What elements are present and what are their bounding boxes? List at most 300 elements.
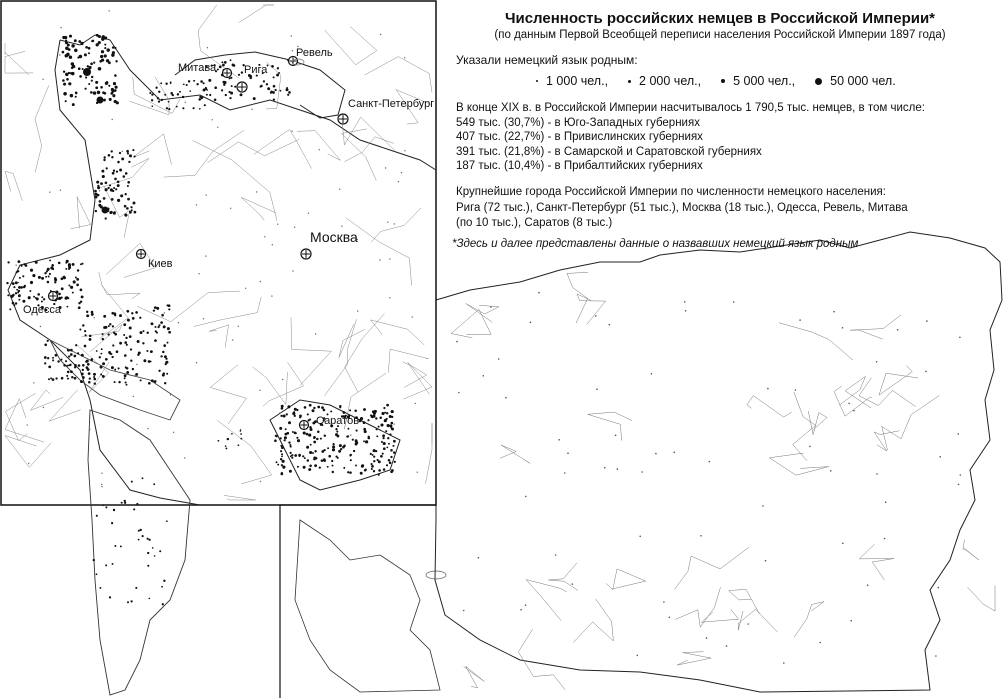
population-dot xyxy=(113,332,115,334)
population-dot xyxy=(111,88,114,91)
population-dot xyxy=(375,417,377,419)
map-dot xyxy=(43,407,44,408)
population-dot xyxy=(320,438,322,440)
province-border xyxy=(500,445,530,464)
population-dot xyxy=(389,415,392,418)
map-dot xyxy=(958,433,960,435)
population-dot xyxy=(167,342,169,344)
population-dot xyxy=(114,381,116,383)
map-dot xyxy=(417,472,418,473)
population-dot xyxy=(74,49,77,52)
population-dot xyxy=(308,468,311,471)
population-dot xyxy=(130,206,132,208)
population-dot xyxy=(383,447,386,450)
province-border xyxy=(263,362,304,406)
population-dot xyxy=(82,376,85,379)
population-dot xyxy=(391,410,394,413)
population-dot xyxy=(62,79,65,82)
population-dot xyxy=(131,481,133,483)
population-dot xyxy=(88,83,90,85)
province-border xyxy=(701,609,738,622)
province-border xyxy=(850,315,901,339)
map-dot xyxy=(490,306,492,308)
population-dot xyxy=(139,317,141,319)
population-dot xyxy=(142,477,144,479)
map-dot xyxy=(60,27,61,28)
province-border xyxy=(341,129,376,181)
population-dot xyxy=(124,324,126,326)
population-dot xyxy=(280,445,282,447)
population-dot xyxy=(273,98,275,100)
map-dot xyxy=(617,468,619,470)
population-dot xyxy=(346,436,348,438)
population-dot xyxy=(113,170,115,172)
province-border xyxy=(253,367,288,405)
population-dot xyxy=(130,600,132,602)
map-dot xyxy=(747,623,749,625)
population-dot xyxy=(176,106,178,108)
map-dot xyxy=(101,486,102,487)
legend-label: 5 000 чел., xyxy=(733,74,796,88)
map-dot xyxy=(609,324,611,326)
population-dot xyxy=(124,377,126,379)
map-dot xyxy=(939,456,941,458)
map-dot xyxy=(33,382,34,383)
map-dot xyxy=(558,439,560,441)
population-dot xyxy=(186,84,188,86)
population-dot xyxy=(333,443,335,445)
legend-label: 1 000 чел., xyxy=(546,74,609,88)
province-border xyxy=(5,43,29,75)
population-dot xyxy=(109,596,111,598)
population-dot xyxy=(378,469,381,472)
population-dot xyxy=(95,193,98,196)
population-dot xyxy=(206,94,208,96)
map-dot xyxy=(415,403,416,404)
map-dot xyxy=(853,410,855,412)
population-dot xyxy=(57,360,59,362)
population-dot xyxy=(78,67,81,70)
population-dot xyxy=(100,366,103,369)
map-dot xyxy=(938,587,940,589)
population-dot xyxy=(119,342,122,345)
map-dot xyxy=(184,457,185,458)
population-dot xyxy=(102,375,105,378)
population-dot xyxy=(365,469,367,471)
population-dot xyxy=(132,317,135,320)
population-dot xyxy=(279,90,281,92)
population-dot xyxy=(84,330,86,332)
population-dot xyxy=(172,94,174,96)
population-dot xyxy=(124,341,127,344)
population-dot xyxy=(149,92,151,94)
population-dot xyxy=(127,319,130,322)
population-dot xyxy=(154,339,157,342)
population-dot xyxy=(101,58,104,61)
population-dot xyxy=(385,430,387,432)
population-dot xyxy=(384,419,387,422)
population-dot xyxy=(105,358,108,361)
map-dot xyxy=(279,412,280,413)
map-dot xyxy=(291,35,292,36)
population-dot xyxy=(103,315,106,318)
province-border xyxy=(81,325,122,352)
population-dot xyxy=(142,535,144,537)
map-dot xyxy=(16,265,17,266)
population-dot xyxy=(304,406,307,409)
population-dot xyxy=(12,294,15,297)
map-dot xyxy=(230,208,231,209)
population-dot xyxy=(217,69,219,71)
population-dot xyxy=(88,381,91,384)
population-dot xyxy=(281,456,283,458)
province-border xyxy=(71,197,91,229)
map-dot xyxy=(842,543,844,545)
province-border xyxy=(588,412,633,441)
population-dot xyxy=(231,85,233,87)
population-dot xyxy=(276,74,279,77)
population-dot xyxy=(80,263,82,265)
population-dot xyxy=(365,440,368,443)
population-dot xyxy=(292,412,295,415)
population-dot xyxy=(93,376,95,378)
province-border xyxy=(209,325,229,348)
population-dot xyxy=(109,184,111,186)
population-dot xyxy=(390,449,393,452)
population-dot xyxy=(78,40,81,43)
population-dot xyxy=(13,304,15,306)
population-dot xyxy=(219,66,222,69)
population-dot xyxy=(100,182,103,185)
population-dot xyxy=(160,82,162,84)
population-dot xyxy=(96,181,99,184)
population-dot xyxy=(324,434,326,436)
province-border xyxy=(834,386,872,416)
population-dot xyxy=(67,349,69,351)
population-dot xyxy=(50,266,53,269)
province-border xyxy=(839,376,871,408)
province-border xyxy=(76,344,109,393)
population-dot xyxy=(80,380,83,383)
population-dot xyxy=(208,79,211,82)
population-dot xyxy=(89,338,92,341)
population-dot xyxy=(203,82,205,84)
population-dot xyxy=(48,366,51,369)
province-border xyxy=(137,291,240,322)
population-dot xyxy=(393,451,395,453)
province-border xyxy=(207,139,299,163)
map-dot xyxy=(357,310,358,311)
map-dot xyxy=(819,642,821,644)
map-dot xyxy=(379,259,380,260)
population-dot xyxy=(343,467,345,469)
population-dot xyxy=(296,437,298,439)
population-dot xyxy=(71,62,74,65)
population-dot xyxy=(193,107,195,109)
population-dot xyxy=(78,364,81,367)
map-dot xyxy=(876,361,878,363)
population-dot xyxy=(338,450,341,453)
population-dot xyxy=(271,65,274,68)
population-dot xyxy=(152,547,154,549)
stats-line: 407 тыс. (22,7%) - в Привислинских губерниях xyxy=(456,131,703,144)
population-dot xyxy=(134,155,136,157)
map-dot xyxy=(350,435,351,436)
population-dot xyxy=(205,88,208,91)
map-dot xyxy=(639,536,641,538)
map-dot xyxy=(783,662,785,664)
population-dot xyxy=(44,356,47,359)
population-dot xyxy=(135,311,138,314)
population-dot xyxy=(114,178,117,181)
population-dot xyxy=(313,458,315,460)
population-dot xyxy=(134,211,137,214)
population-dot xyxy=(107,333,109,335)
legend-dot-large-icon xyxy=(721,79,725,83)
population-dot xyxy=(199,108,201,110)
population-dot xyxy=(29,290,31,292)
population-dot xyxy=(313,407,315,409)
population-dot xyxy=(317,406,320,409)
map-dot xyxy=(292,50,293,51)
population-dot xyxy=(121,157,124,160)
population-dot xyxy=(125,366,127,368)
population-dot xyxy=(69,55,72,58)
cities-line: (по 10 тыс.), Саратов (8 тыс.) xyxy=(456,217,613,229)
population-dot xyxy=(225,445,227,447)
population-dot xyxy=(133,508,135,510)
map-dot xyxy=(958,484,960,486)
population-dot xyxy=(230,77,232,79)
map-dot xyxy=(850,620,852,622)
map-dot xyxy=(762,505,764,507)
population-dot xyxy=(17,270,19,272)
population-dot xyxy=(114,369,116,371)
population-dot xyxy=(355,441,358,444)
population-dot xyxy=(55,377,57,379)
russia-outline xyxy=(435,232,1002,692)
population-dot xyxy=(201,98,203,100)
legend-dot-small-icon xyxy=(536,80,538,82)
population-dot xyxy=(147,565,149,567)
population-dot xyxy=(41,278,43,280)
province-border xyxy=(102,285,140,298)
population-dot xyxy=(295,432,297,434)
population-dot xyxy=(290,452,292,454)
population-dot xyxy=(350,459,352,461)
map-dot xyxy=(380,34,381,35)
population-dot xyxy=(384,412,386,414)
population-dot xyxy=(95,86,98,89)
map-dot xyxy=(94,317,95,318)
stats-line: 549 тыс. (30,7%) - в Юго-Западных губерниях xyxy=(456,116,700,129)
population-dot xyxy=(146,350,148,352)
population-dot xyxy=(182,107,184,109)
map-dot xyxy=(389,258,390,259)
province-border xyxy=(194,297,262,327)
population-dot xyxy=(82,68,84,70)
map-dot xyxy=(232,339,233,340)
population-dot xyxy=(356,430,358,432)
population-dot xyxy=(330,411,332,413)
population-dot xyxy=(283,414,286,417)
map-dot xyxy=(40,326,41,327)
population-dot xyxy=(360,417,363,420)
population-dot xyxy=(307,459,310,462)
population-dot xyxy=(352,439,354,441)
population-dot xyxy=(209,94,211,96)
population-dot xyxy=(94,378,97,381)
population-dot xyxy=(371,415,374,418)
population-dot xyxy=(94,383,96,385)
province-border xyxy=(164,130,244,177)
population-dot xyxy=(47,268,50,271)
population-dot xyxy=(182,96,184,98)
population-dot xyxy=(153,483,155,485)
population-dot xyxy=(52,359,54,361)
population-dot xyxy=(364,430,367,433)
population-dot xyxy=(138,539,140,541)
map-dot xyxy=(260,281,261,282)
population-dot xyxy=(54,281,56,283)
map-dot xyxy=(133,396,134,397)
population-dot xyxy=(280,415,282,417)
population-dot xyxy=(386,447,388,449)
cities-block xyxy=(456,185,908,232)
population-dot xyxy=(104,47,106,49)
population-dot xyxy=(316,438,318,440)
population-dot xyxy=(124,502,126,504)
population-dot xyxy=(65,41,68,44)
map-dot xyxy=(136,364,137,365)
population-dot xyxy=(267,87,270,90)
map-dot xyxy=(412,316,413,317)
population-dot xyxy=(68,365,70,367)
legend-heading: Указали немецкий язык родным: xyxy=(456,53,638,67)
population-dot xyxy=(162,351,164,353)
population-dot xyxy=(286,413,288,415)
population-dot xyxy=(164,355,167,358)
population-dot xyxy=(382,437,384,439)
population-dot xyxy=(35,261,38,264)
population-dot xyxy=(120,194,123,197)
population-dot xyxy=(102,175,105,178)
map-dot xyxy=(196,362,197,363)
population-dot xyxy=(63,276,66,279)
population-dot xyxy=(70,349,73,352)
population-dot xyxy=(393,440,396,443)
population-dot xyxy=(158,100,160,102)
province-border xyxy=(217,420,272,484)
population-dot xyxy=(230,59,232,61)
population-dot xyxy=(291,457,293,459)
province-border xyxy=(738,609,777,632)
population-dot xyxy=(127,181,130,184)
population-dot xyxy=(18,299,20,301)
population-dot xyxy=(41,296,43,298)
population-dot xyxy=(388,443,390,445)
map-dot xyxy=(240,429,241,430)
population-dot xyxy=(38,276,41,279)
population-dot xyxy=(12,282,15,285)
map-dot xyxy=(833,311,835,313)
population-dot xyxy=(109,323,111,325)
province-border xyxy=(297,131,340,161)
population-dot xyxy=(50,377,52,379)
population-dot xyxy=(335,428,337,430)
population-dot xyxy=(86,311,88,313)
population-dot xyxy=(146,332,148,334)
map-dot xyxy=(478,557,480,559)
map-dot xyxy=(206,194,207,195)
population-dot xyxy=(81,372,84,375)
population-dot xyxy=(151,379,154,382)
population-dot xyxy=(130,360,132,362)
population-dot xyxy=(73,66,75,68)
map-dot xyxy=(925,371,927,373)
map-dot xyxy=(114,418,115,419)
population-dot xyxy=(150,361,152,363)
province-border xyxy=(677,652,711,665)
map-dot xyxy=(282,379,283,380)
population-dot xyxy=(278,72,280,74)
population-dot xyxy=(225,94,227,96)
population-dot xyxy=(105,82,108,85)
population-dot xyxy=(77,269,79,271)
map-dot xyxy=(185,102,186,103)
population-dot xyxy=(382,434,385,437)
population-dot xyxy=(229,97,231,99)
population-dot xyxy=(72,292,74,294)
province-border xyxy=(5,399,44,442)
population-dot xyxy=(273,85,276,88)
population-dot xyxy=(111,156,113,158)
population-dot xyxy=(113,312,116,315)
population-dot xyxy=(32,274,35,277)
population-dot xyxy=(30,269,33,272)
population-dot xyxy=(74,39,77,42)
population-dot xyxy=(68,82,71,85)
population-dot xyxy=(373,412,376,415)
population-dot xyxy=(48,276,50,278)
population-dot xyxy=(349,455,351,457)
population-dot xyxy=(297,466,299,468)
population-dot xyxy=(44,272,46,274)
population-dot xyxy=(127,601,129,603)
map-dot xyxy=(401,172,402,173)
map-dot xyxy=(700,535,702,537)
population-dot xyxy=(391,422,394,425)
population-dot xyxy=(196,83,198,85)
province-border xyxy=(49,390,81,422)
population-dot xyxy=(153,309,155,311)
population-dot xyxy=(281,453,283,455)
population-dot xyxy=(378,426,380,428)
population-dot xyxy=(332,465,334,467)
map-dot xyxy=(259,390,260,391)
province-border xyxy=(793,392,816,461)
population-dot xyxy=(168,108,170,110)
population-dot xyxy=(389,424,392,427)
province-border xyxy=(254,130,312,169)
map-dot xyxy=(404,150,405,151)
population-dot xyxy=(283,439,285,441)
map-dot xyxy=(709,461,711,463)
population-dot xyxy=(111,522,113,524)
population-dot xyxy=(100,86,103,89)
map-dot xyxy=(385,167,386,168)
map-dot xyxy=(60,190,61,191)
